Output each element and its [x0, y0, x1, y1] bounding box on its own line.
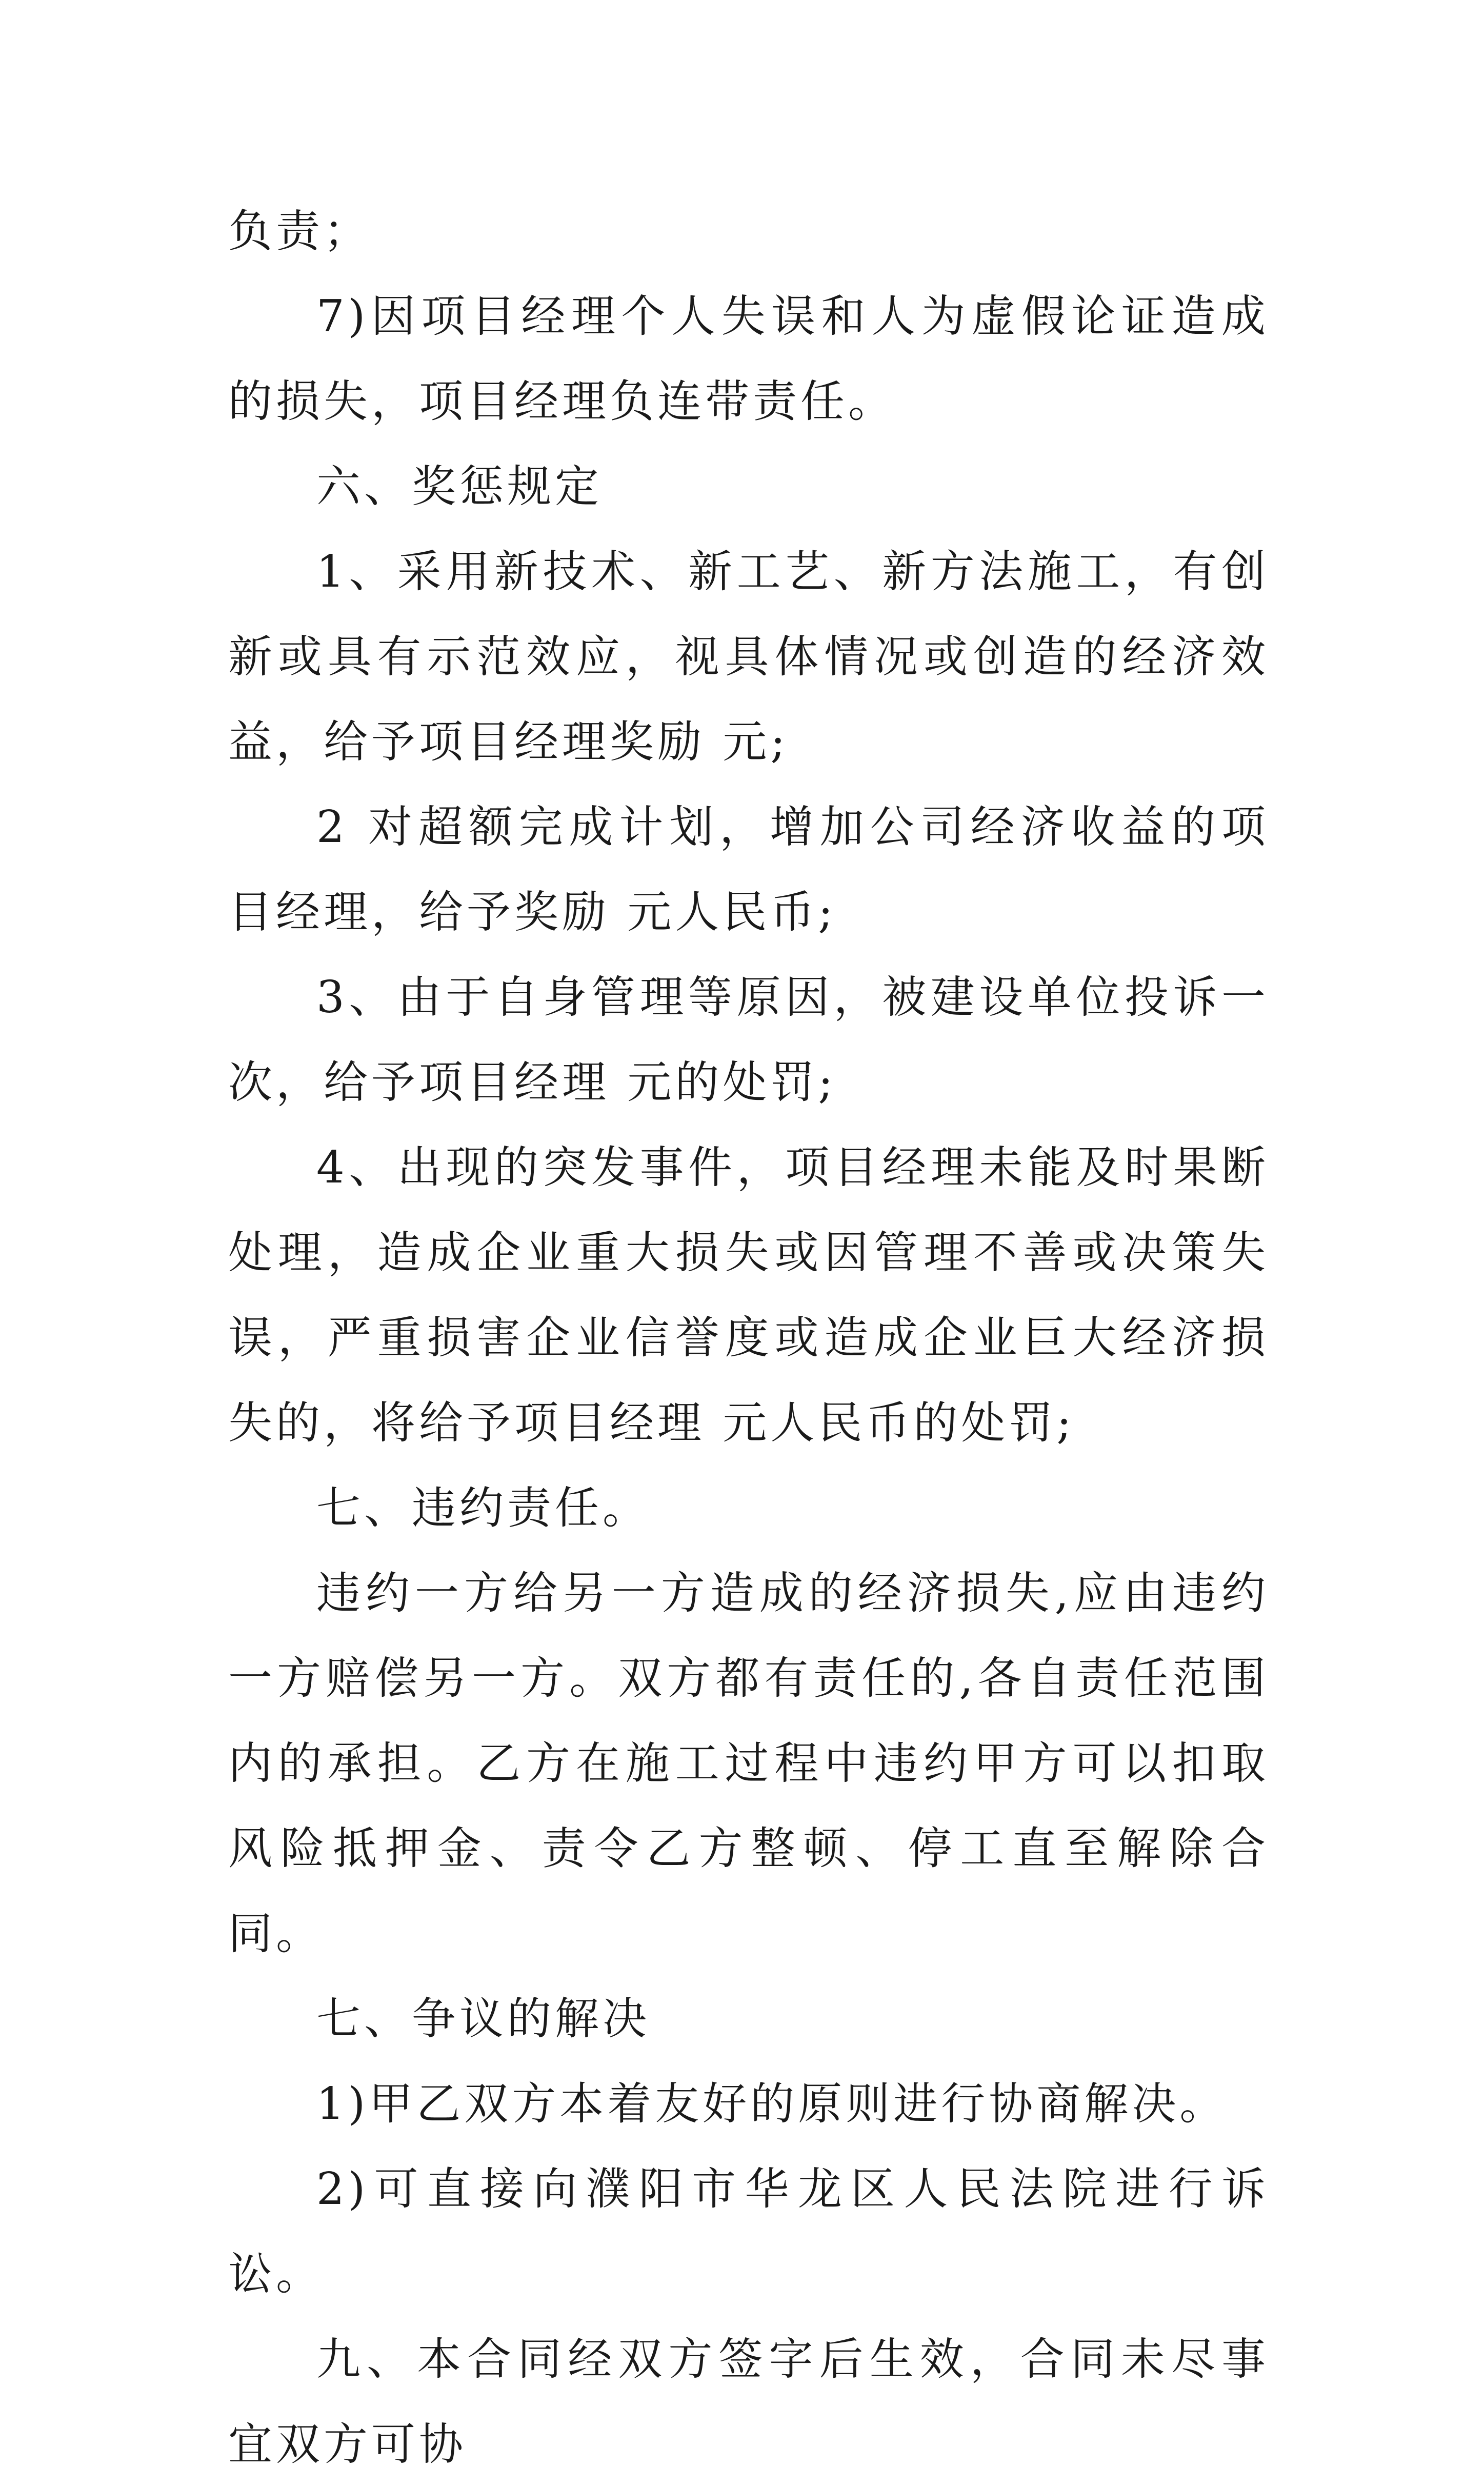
paragraph-dispute-2: 2)可直接向濮阳市华龙区人民法院进行诉讼。	[228, 2163, 1269, 2300]
paragraph-continuation: 负责；	[228, 206, 371, 257]
section-heading-disputes: 七、争议的解决	[316, 1993, 650, 2044]
paragraph-clause-7: 7)因项目经理个人失误和人为虚假论证造成的损失，项目经理负连带责任。	[228, 291, 1269, 427]
paragraph-breach: 违约一方给另一方造成的经济损失,应由违约一方赔偿另一方。双方都有责任的,各自责任范围内的承担。乙方在施工过程中违约甲方可以扣取风险抵押金、责令乙方整顿、停工直至解除合同。	[228, 1568, 1269, 1959]
paragraph-reward-1: 1、采用新技术、新工艺、新方法施工，有创新或具有示范效应，视具体情况或创造的经济效益，给予项目经理奖励 元;	[228, 546, 1269, 768]
paragraph-dispute-1: 1)甲乙双方本着友好的原则进行协商解决。	[316, 2078, 1228, 2130]
paragraph-penalty-3: 3、由于自身管理等原因，被建设单位投诉一次，给予项目经理 元的处罚;	[228, 972, 1269, 1108]
document-body	[228, 189, 1269, 2487]
paragraph-effectiveness: 九、本合同经双方签字后生效，合同未尽事宜双方可协	[228, 2334, 1269, 2470]
section-heading-rewards: 六、奖惩规定	[316, 461, 603, 512]
paragraph-reward-2: 2 对超额完成计划，增加公司经济收益的项目经理，给予奖励 元人民币;	[228, 801, 1269, 938]
section-heading-breach: 七、违约责任。	[316, 1482, 650, 1534]
paragraph-penalty-4: 4、出现的突发事件，项目经理未能及时果断处理，造成企业重大损失或因管理不善或决策失误，严重损害企业信誉度或造成企业巨大经济损失的，将给予项目经理 元人民币的处罚;	[228, 1142, 1269, 1449]
